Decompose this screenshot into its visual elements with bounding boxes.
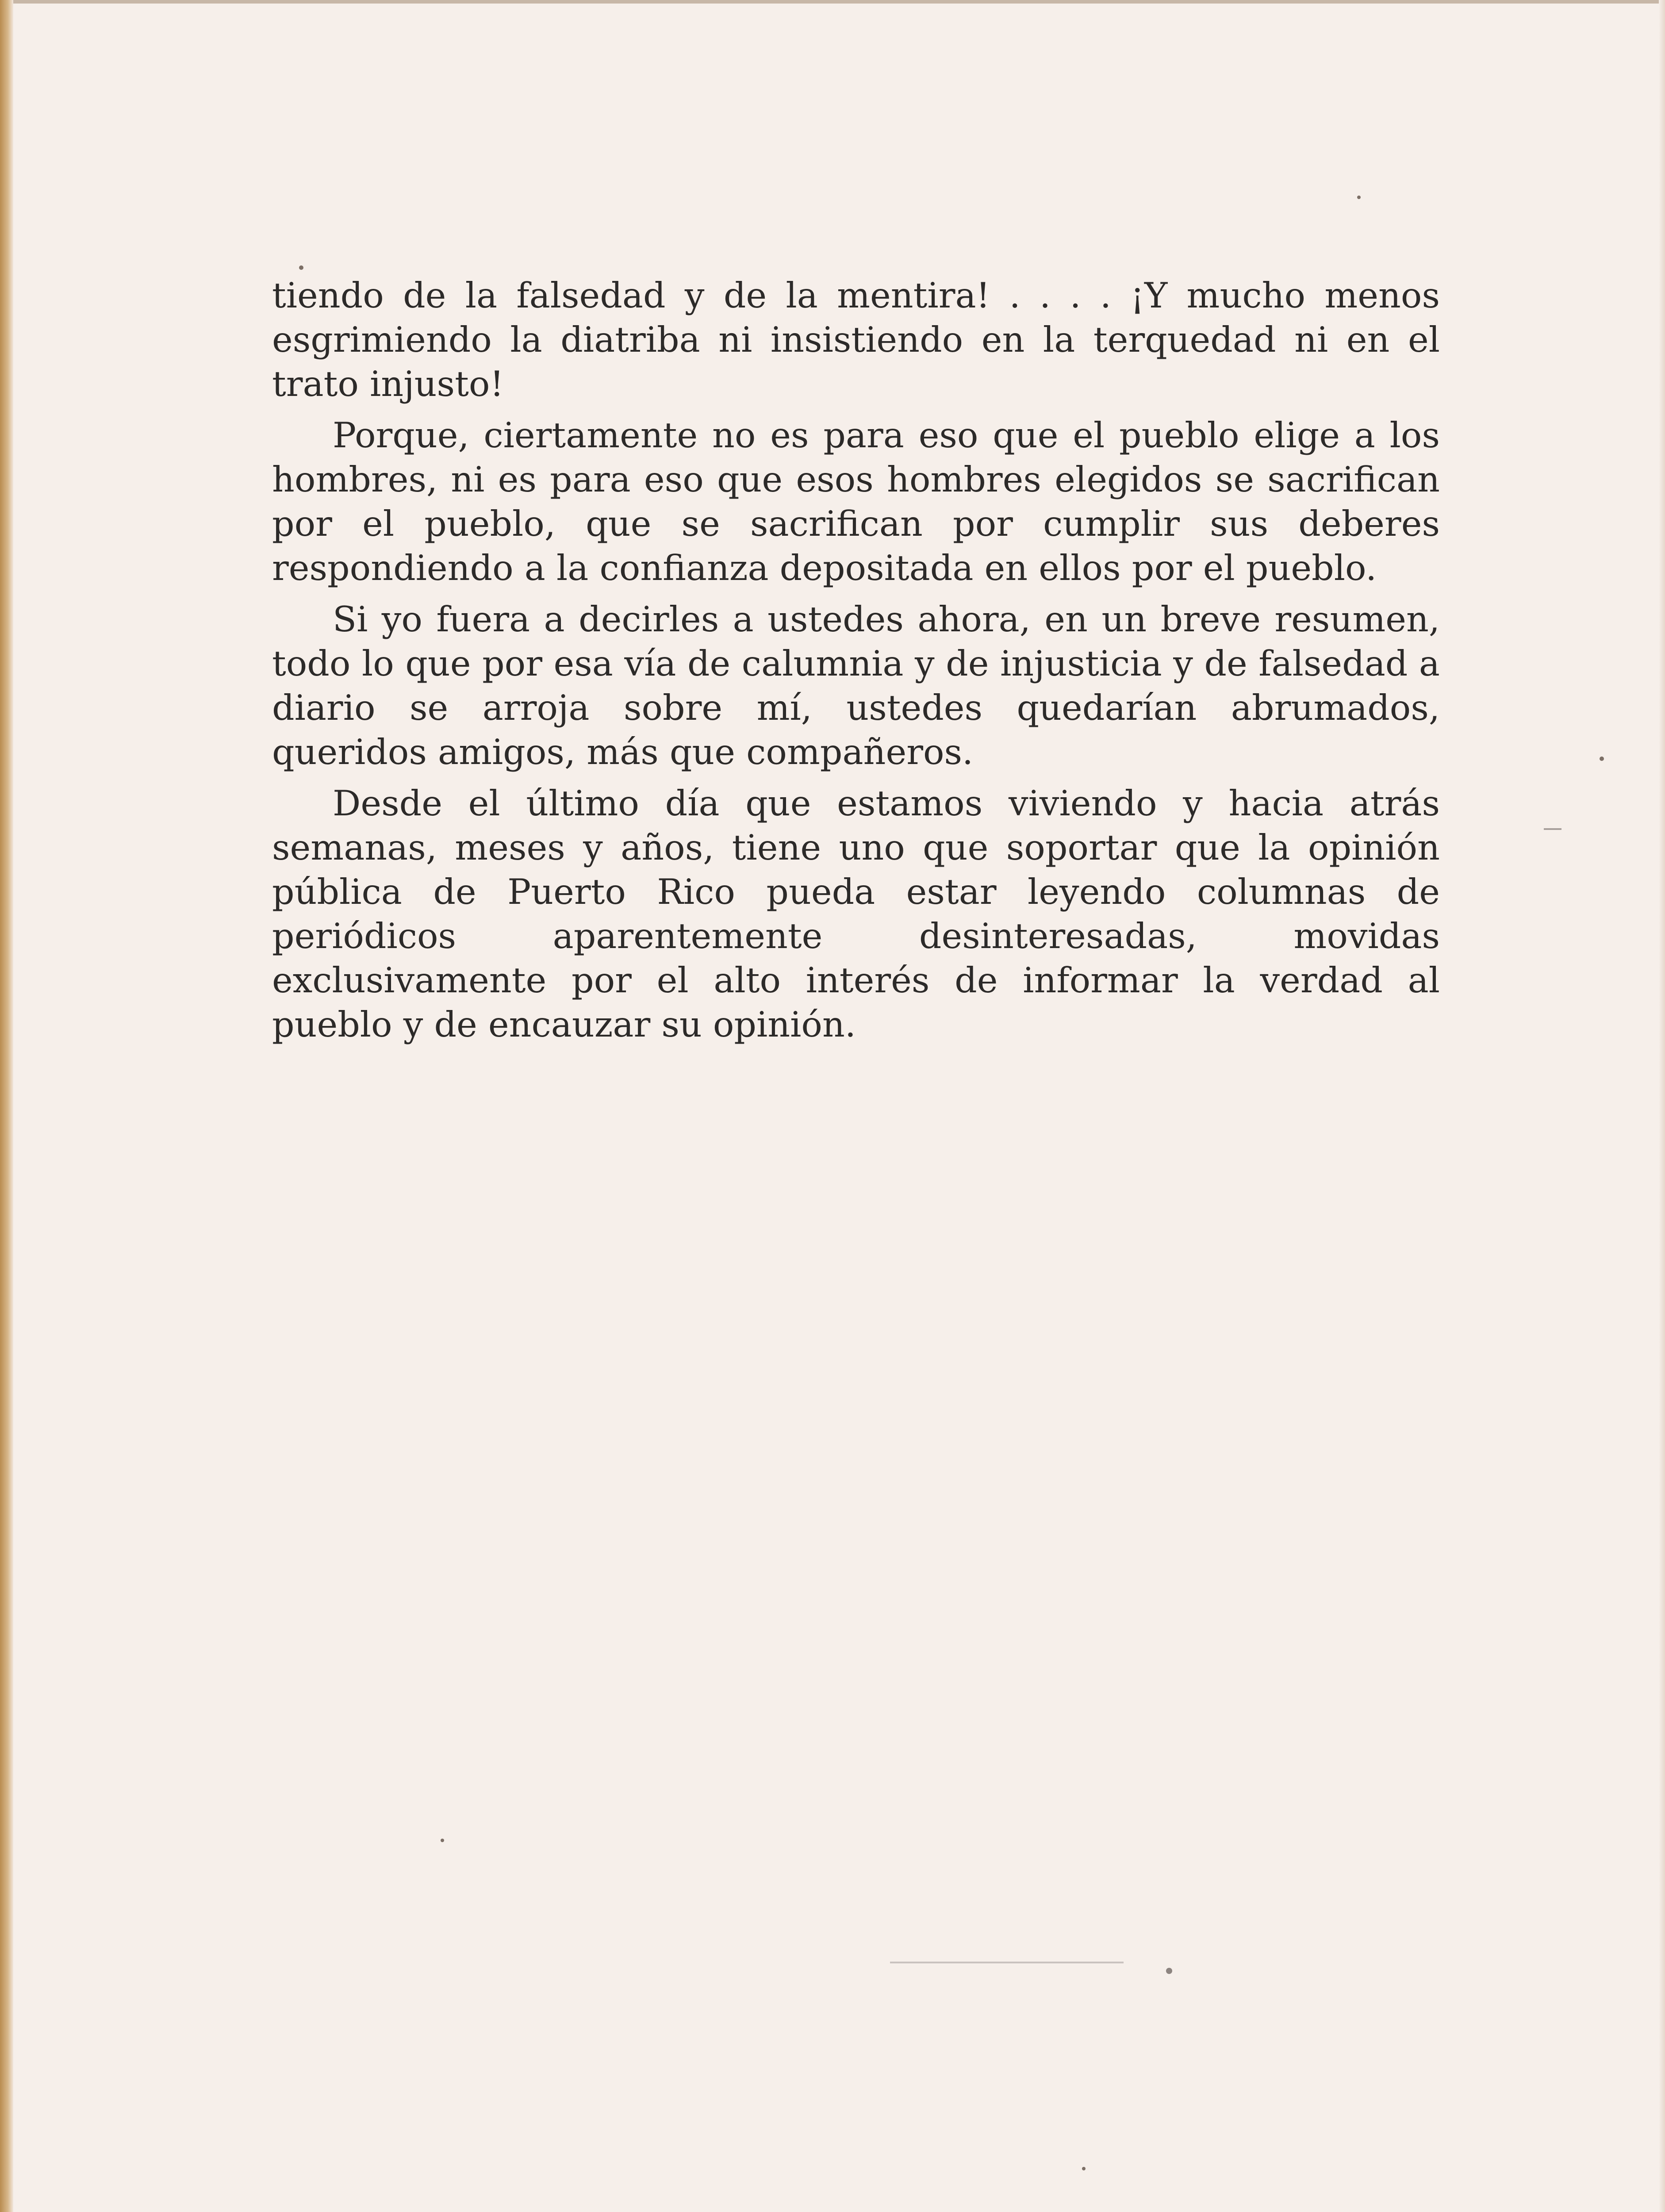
paper-speck — [1600, 757, 1604, 761]
paragraph-si-yo: Si yo fuera a decirles a ustedes ahora, en un breve resumen, todo lo que por esa vía de calumnia y de injusticia y de falsedad a diario se arroja sobre mí, ustedes quedarían abrumados, queridos amigos, más que compañeros. — [272, 599, 1440, 772]
paragraph-desde: Desde el último día que estamos viviendo y hacia atrás semanas, meses y años, tiene uno que soportar que la opinión pública de Puerto Rico pueda estar leyendo columnas de periódicos aparentemente desinteresadas, movidas exclusivamente por el alto interés de informar la verdad al pueblo y de encauzar su opinión. — [272, 783, 1440, 1045]
paper-speck — [1082, 2167, 1086, 2170]
paragraph-continuation: tiendo de la falsedad y de la mentira! . . . . ¡Y mucho menos esgrimiendo la diatriba ni insistiendo en la terquedad ni en el trato injusto! — [272, 275, 1440, 404]
page-right-edge — [1659, 0, 1665, 2212]
body-text — [272, 273, 1440, 1054]
paragraph-porque: Porque, ciertamente no es para eso que el pueblo elige a los hombres, ni es para eso que esos hombres elegidos se sacrifican por el pueblo, que se sacrifican por cumplir sus deberes respondiendo a la confianza depositada en ellos por el pueblo. — [272, 415, 1440, 588]
paper-scratch — [890, 1962, 1124, 1963]
paper-scratch — [1544, 828, 1561, 830]
paper-speck — [441, 1839, 444, 1842]
paper-speck — [1166, 1968, 1172, 1974]
paper-speck — [1357, 196, 1361, 199]
page-top-edge — [0, 0, 1665, 4]
paper-speck — [299, 265, 303, 270]
page-binding-edge — [0, 0, 13, 2212]
